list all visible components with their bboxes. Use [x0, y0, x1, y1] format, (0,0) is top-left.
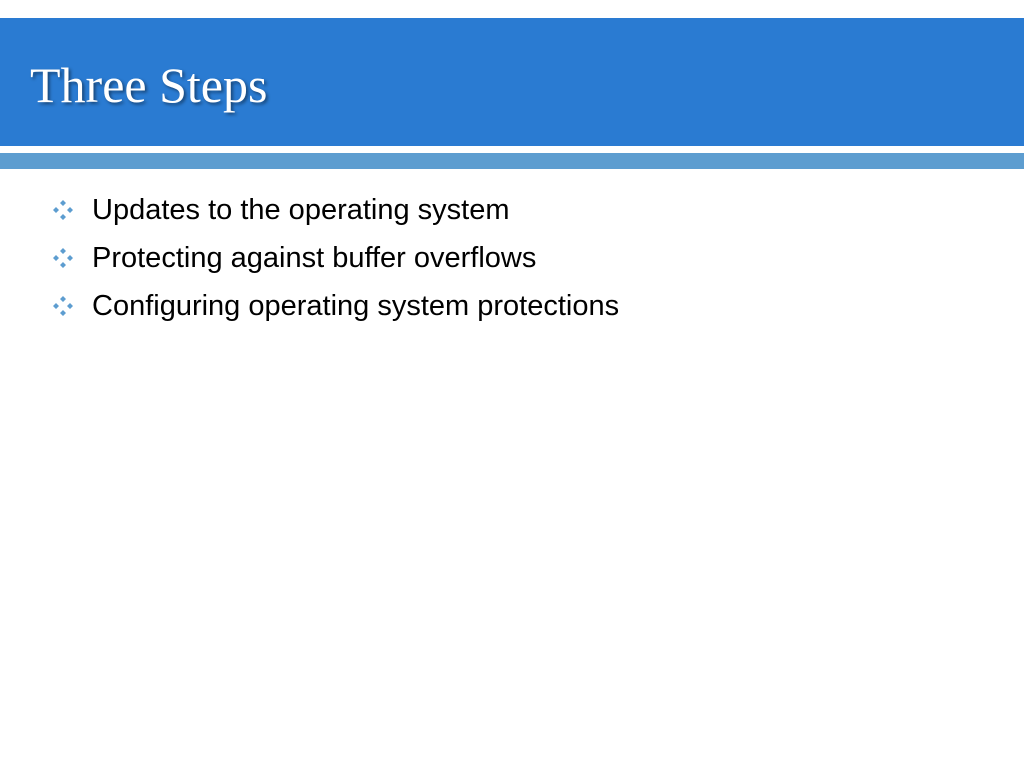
four-diamond-bullet-icon [52, 295, 74, 317]
bullet-item [52, 186, 619, 234]
bullet-item [52, 282, 619, 330]
bullet-item [52, 234, 619, 282]
bullet-label: Updates to the operating system [92, 193, 510, 226]
bullet-label: Configuring operating system protections [92, 289, 620, 322]
four-diamond-bullet-icon [52, 247, 74, 269]
bullet-label: Protecting against buffer overflows [92, 241, 537, 274]
accent-stripe [0, 153, 1024, 169]
slide-title: Three Steps [30, 57, 268, 113]
four-diamond-bullet-icon [52, 199, 74, 221]
bullet-list [52, 186, 619, 330]
